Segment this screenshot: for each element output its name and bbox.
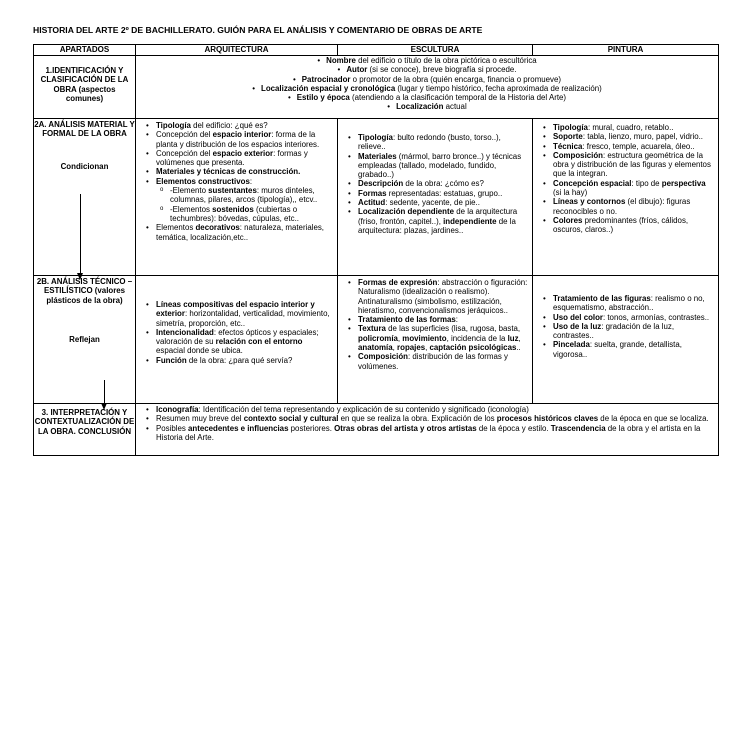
list-item — [136, 84, 718, 93]
bold-term: Tipología — [358, 133, 393, 142]
list-s3 — [142, 405, 714, 442]
bold-term: decorativos — [195, 223, 240, 233]
item-text: : bulto redondo (busto, torso..), relieve.. — [358, 133, 501, 152]
reflejan-label: Reflejan — [69, 334, 100, 344]
item-text: : — [249, 176, 253, 186]
list-item — [136, 93, 718, 102]
list-item — [142, 356, 333, 365]
section-label-2a-text: 2A. ANÁLISIS MATERIAL Y FORMAL DE LA OBRA — [34, 120, 135, 139]
list-item — [344, 352, 528, 371]
bold-term: policromía — [358, 333, 398, 343]
item-text: de la época en que se localiza. — [598, 414, 709, 424]
item-text: : — [455, 315, 458, 325]
list-item — [142, 167, 333, 176]
list-item — [344, 315, 528, 324]
item-text: en que se realiza la obra. Explicación de los — [338, 414, 497, 424]
header-apartados: APARTADOS — [34, 45, 136, 56]
bold-term: Iconografía — [156, 405, 199, 414]
bold-term: Estilo y época — [296, 93, 350, 103]
item-text: espacial donde se ubica. — [156, 346, 243, 356]
bold-term: Localización dependiente — [358, 207, 455, 217]
item-text: (cubiertas o techumbres): bóvedas, cúpulas, etc.. — [170, 204, 299, 223]
header-escultura: ESCULTURA — [338, 45, 533, 56]
item-text: predominantes (fríos, cálidos, oscuros, claros..) — [553, 215, 689, 235]
item-text: : distribución de las formas y volúmenes. — [358, 352, 508, 371]
common-aspects-cell — [136, 56, 719, 119]
item-text: : tonos, armonías, contrastes.. — [602, 312, 710, 322]
list-item — [344, 133, 528, 152]
item-text: : naturaleza, materiales, temática, localización,etc.. — [156, 223, 324, 242]
bold-term: Líneas y contornos — [553, 197, 626, 207]
bold-term: Función — [156, 355, 187, 365]
item-text: Concepción del — [156, 130, 213, 140]
item-text: : mural, cuadro, retablo.. — [587, 123, 674, 132]
item-text: : Identificación del tema representando y explicación de su contenido y significado (iconología) — [198, 405, 529, 414]
list-item — [142, 121, 333, 130]
item-text: , — [397, 333, 403, 343]
item-text: : forma de la planta y distribución de los espacios interiores. — [156, 130, 320, 149]
arrowhead-reflejan-icon — [101, 403, 107, 410]
bold-term: Composición — [553, 150, 603, 160]
bold-term: sostenidos — [212, 204, 254, 214]
item-text: : realismo o no, esquematismo, abstracción.. — [553, 294, 705, 313]
item-text: representadas: estatuas, grupo.. — [386, 188, 503, 198]
item-text: (el dibujo): figuras reconocibles o no. — [553, 197, 691, 216]
bold-term: espacio exterior — [212, 148, 274, 158]
row-identificacion — [34, 56, 719, 119]
item-text: : estructura geométrica de la obra y distribución de las figuras y elementos que la integran. — [553, 150, 711, 179]
item-text: -Elementos — [170, 204, 213, 214]
bold-term: relación con el entorno — [215, 337, 303, 347]
bold-term: Intencionalidad — [156, 327, 214, 337]
item-text: : tabla, lienzo, muro, papel, vidrio.. — [582, 132, 703, 142]
item-text: : horizontalidad, verticalidad, movimiento, simetría, proporción, etc.. — [156, 309, 330, 328]
item-text: : gradación de la luz, contrastes.. — [553, 321, 675, 341]
item-text: : efectos ópticos y espaciales; valoración de su — [156, 327, 319, 347]
list-item — [539, 151, 714, 179]
bold-term: Trascendencia — [550, 423, 606, 433]
bold-term: ropajes — [397, 343, 426, 353]
bold-term: Tratamiento de las formas — [358, 315, 456, 325]
item-text: : sedente, yacente, de pie.. — [385, 198, 480, 208]
esc-2b-cell — [338, 276, 533, 404]
section-label-2a — [34, 119, 136, 276]
bold-term: Localización espacial y cronológica — [261, 83, 396, 93]
item-text: Resumen muy breve del — [156, 414, 244, 424]
bold-term: independiente — [443, 216, 497, 226]
list-item — [136, 75, 718, 84]
item-text: .. — [516, 343, 521, 353]
bold-term: anatomía — [358, 343, 393, 353]
row-analisis-material — [34, 119, 719, 276]
header-row — [34, 45, 719, 56]
item-text: o promotor de la obra (quién encarga, financia o promueve) — [350, 74, 562, 84]
bold-term: Composición — [358, 352, 408, 362]
item-text: : abstracción o figuración: Naturalismo (idealización o realismo). Antinaturalismo (simbolismo, estilización, hieratismo, convencionalismos jeráquicos.. — [358, 278, 528, 315]
item-text: -Elemento — [170, 186, 209, 196]
bold-term: Materiales y técnicas de construcción. — [156, 167, 301, 177]
list-item — [539, 142, 714, 151]
bold-term: espacio interior — [212, 130, 272, 140]
list-item — [142, 223, 333, 242]
item-text: de la obra: ¿para qué servía? — [186, 355, 293, 365]
item-text: de la obra: ¿cómo es? — [403, 179, 484, 189]
section-label-3-text: 3. INTERPRETACIÓN Y CONTEXTUALIZACIÓN DE LA OBRA. CONCLUSIÓN — [34, 408, 135, 436]
header-arquitectura: ARQUITECTURA — [136, 45, 338, 56]
section-label-2b — [34, 276, 136, 404]
item-text: de la arquitectura (friso, frontón, capitel..), — [358, 207, 518, 226]
bold-term: Localización — [396, 102, 444, 112]
list-arq-2b — [142, 300, 333, 365]
bold-term: Autor — [346, 65, 368, 75]
list-esc-2b — [344, 278, 528, 371]
list-item — [344, 189, 528, 198]
list-item — [539, 340, 714, 359]
pin-2b-cell — [533, 276, 719, 404]
item-text: : fresco, temple, acuarela, óleo.. — [582, 141, 695, 151]
arrowhead-condicionan-icon — [77, 273, 83, 280]
list-item — [539, 197, 714, 216]
item-text: , — [518, 333, 521, 343]
bold-term: Elementos constructivos — [156, 176, 250, 186]
item-text: de la arquitectura: plazas, jardines.. — [358, 216, 516, 235]
bold-term: Otras obras del artista y otros artistas — [334, 423, 477, 433]
item-text: (atendiendo a la clasificación temporal de la Historia del Arte) — [349, 93, 567, 103]
item-text: de la época y estilo. — [476, 423, 551, 433]
section-label-1 — [34, 56, 136, 119]
list-item — [142, 405, 714, 414]
bold-term: Actitud — [358, 198, 386, 208]
list-item — [136, 65, 718, 74]
list-s1 — [136, 56, 718, 112]
item-text: (mármol, barro bronce..) y técnicas empleadas (tallado, modelado, fundido, grabado..) — [358, 151, 522, 180]
list-item — [142, 177, 333, 186]
bold-term: luz — [507, 333, 519, 343]
item-text: : suelta, grande, detallista, vigorosa.. — [553, 340, 682, 359]
list-item — [344, 179, 528, 188]
esc-2a-cell — [338, 119, 533, 276]
arrow-line-condicionan — [80, 194, 81, 274]
list-item — [539, 123, 714, 132]
list-item — [344, 278, 528, 315]
list-item — [344, 152, 528, 180]
bold-term: contexto social y cultural — [243, 414, 339, 424]
list-esc-2a — [344, 133, 528, 235]
item-text: : muros dinteles, columnas, pilares, arcos (tipología),, etcv.. — [170, 186, 318, 205]
arq-2a-cell — [136, 119, 338, 276]
bold-term: Formas — [358, 188, 387, 198]
list-item — [136, 56, 718, 65]
list-item — [539, 313, 714, 322]
item-text: de las superficies (lisa, rugosa, basta, — [385, 324, 521, 334]
bold-term: Soporte — [553, 132, 583, 142]
list-item — [142, 424, 714, 443]
item-text: (si la hay) — [553, 188, 588, 198]
item-text: Elementos — [156, 223, 196, 233]
bold-term: movimiento — [402, 333, 447, 343]
list-pin-2a — [539, 123, 714, 235]
section-label-3 — [34, 404, 136, 456]
list-item — [344, 198, 528, 207]
item-text: : tipo de — [631, 178, 662, 188]
item-text: del edificio: ¿qué es? — [190, 121, 268, 130]
list-item — [344, 207, 528, 235]
item-text: , — [425, 343, 430, 353]
item-text: del edificio o título de la obra pictórica o escultórica — [355, 56, 537, 65]
bold-term: sustentantes — [208, 186, 257, 196]
condicionan-label: Condicionan — [60, 161, 109, 171]
bold-term: Tratamiento de las figuras — [553, 294, 651, 303]
list-item — [539, 179, 714, 198]
bold-term: Descripción — [358, 179, 404, 189]
list-item — [539, 322, 714, 341]
item-text: actual — [443, 102, 467, 112]
item-text: : formas y volúmenes que presenta. — [156, 148, 308, 168]
list-item — [142, 186, 333, 205]
list-item — [142, 130, 333, 149]
list-item — [142, 149, 333, 168]
bold-term: antecedentes e influencias — [188, 423, 289, 433]
bold-term: Tipología — [156, 121, 191, 130]
bold-term: perspectiva — [661, 178, 706, 188]
item-text: Posibles — [156, 423, 189, 433]
list-item — [142, 300, 333, 328]
bold-term: Patrocinador — [301, 74, 351, 84]
bold-term: Formas de expresión — [358, 278, 438, 287]
header-pintura: PINTURA — [533, 45, 719, 56]
list-item — [539, 132, 714, 141]
list-item — [344, 324, 528, 352]
bold-term: Tipología — [553, 123, 588, 132]
bold-term: captación psicológicas — [429, 343, 517, 353]
bold-term: Técnica — [553, 141, 583, 151]
list-arq-2a — [142, 121, 333, 242]
bold-term: Colores — [553, 215, 583, 225]
list-item — [142, 414, 714, 423]
arq-2b-cell — [136, 276, 338, 404]
list-item — [142, 205, 333, 224]
analysis-table — [33, 44, 719, 456]
bold-term: Nombre — [326, 56, 356, 65]
bold-term: procesos históricos claves — [496, 414, 599, 424]
item-text: (lugar y tiempo histórico, fecha aproximada de realización) — [395, 83, 602, 93]
list-item — [539, 294, 714, 313]
item-text: posteriores. — [288, 423, 335, 433]
list-pin-2b — [539, 294, 714, 359]
bold-term: Líneas compositivas del espacio interior y exterior — [156, 300, 315, 319]
list-item — [136, 102, 718, 111]
bold-term: Pincelada — [553, 340, 590, 350]
bold-term: Textura — [358, 324, 386, 334]
item-text: , — [392, 343, 398, 353]
item-text: , incidencia de la — [446, 333, 508, 343]
bold-term: Uso del color — [553, 312, 603, 322]
item-text: de la obra y el artista en la Historia del Arte. — [156, 423, 701, 442]
section-label-2b-text: 2B. ANÁLISIS TÉCNICO – ESTILÍSTICO (valores plásticos de la obra) — [36, 277, 133, 305]
interpretation-cell — [136, 404, 719, 456]
bold-term: Concepción espacial — [553, 178, 632, 188]
row-interpretacion — [34, 404, 719, 456]
item-text: (si se conoce), breve biografía si procede. — [367, 65, 517, 75]
document-title: HISTORIA DEL ARTE 2º DE BACHILLERATO. GUIÓN PARA EL ANÁLISIS Y COMENTARIO DE OBRAS DE ARTE — [33, 25, 483, 35]
section-label-1-text: 1.IDENTIFICACIÓN Y CLASIFICACIÓN DE LA OBRA (aspectos comunes) — [40, 66, 129, 103]
arrow-line-reflejan — [104, 380, 105, 404]
pin-2a-cell — [533, 119, 719, 276]
list-item — [142, 328, 333, 356]
bold-term: Uso de la luz — [553, 321, 602, 331]
list-item — [539, 216, 714, 235]
item-text: Concepción del — [156, 148, 213, 158]
bold-term: Materiales — [358, 151, 397, 161]
row-analisis-tecnico — [34, 276, 719, 404]
